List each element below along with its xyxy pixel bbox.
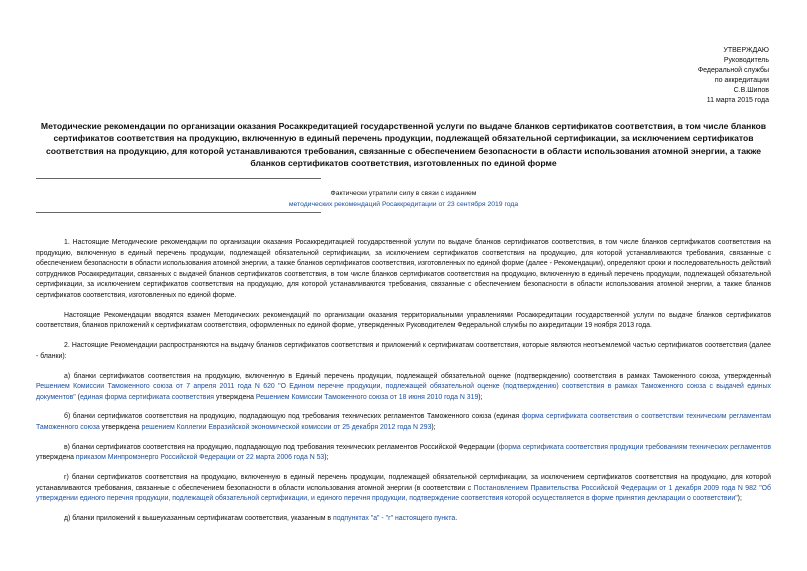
link-eec-decision-293[interactable]: решением Коллегии Евразийской экономической комиссии от 25 декабря 2012 года N 293: [141, 424, 432, 432]
approval-line: Руководитель: [723, 57, 769, 64]
paragraph-d: [36, 514, 771, 525]
text-run: б) бланки сертификатов соответствия на продукцию, подпадающую под требования технических регламентов Таможенного союза (единая: [64, 413, 522, 421]
link-commission-decision-620[interactable]: Решением Комиссии Таможенного союза от 7 апреля 2011 года N 620 "О Едином перечне продукции, подлежащей обязательной оценке (подтверждению) соответствия в рамках Таможенного союза с выдачей единых документов": [36, 383, 771, 401]
link-unified-form[interactable]: единая форма сертификата соответствия: [79, 393, 215, 401]
text-run: (: [75, 393, 80, 401]
document-body: [36, 238, 771, 534]
link-certificate-form-rf[interactable]: форма сертификата соответствия продукции требованиям технических регламентов: [498, 443, 771, 451]
approval-line: по аккредитации: [714, 77, 769, 84]
approval-line: С.В.Шипов: [733, 87, 769, 94]
approval-line: УТВЕРЖДАЮ: [723, 47, 769, 54]
text-run: .: [455, 515, 458, 523]
text-run: утверждена: [36, 454, 76, 462]
paragraph-a: [36, 372, 771, 404]
link-order-53[interactable]: приказом Минпромэнерго Российской Федерации от 22 марта 2006 года N 53: [75, 454, 325, 462]
status-notice: [36, 188, 771, 210]
text-run: д) бланки приложений к вышеуказанным сертификатам соответствия, указанным в: [64, 515, 333, 523]
link-commission-decision-319[interactable]: Решением Комиссии Таможенного союза от 18 июня 2010 года N 319: [255, 393, 479, 401]
text-run: г) бланки сертификатов соответствия на продукцию, включенную в единый перечень продукции, подлежащей обязательной сертификации, за исключением сертификатов соответствия на продукцию, для которой устанавливаются требования, связанные с обеспечением безопасности в области использования атомной энергии (в соответствии с: [36, 474, 771, 492]
approval-line: 11 марта 2015 года: [706, 97, 769, 104]
text-run: в) бланки сертификатов соответствия на продукцию, подпадающую под требования технических регламентов Российской Федерации (: [64, 443, 499, 451]
divider-top: [36, 178, 321, 179]
approval-block: [569, 46, 769, 106]
paragraph-2: Настоящие Рекомендации вводятся взамен Методических рекомендаций по организации оказания территориальными управлениями Росаккредитации государственной услуги по выдаче бланков сертификатов соответствия, бланков приложений к сертификатам соответствия, оформленных по единой форме, утвержденных Руководителем Федеральной службы по аккредитации 19 ноября 2013 года.: [36, 311, 771, 330]
notice-text: Фактически утратили силу в связи с изданием: [330, 190, 477, 197]
paragraph-1: 1. Настоящие Методические рекомендации по организации оказания Росаккредитацией государственной услуги по выдаче бланков сертификатов соответствия, в том числе бланков сертификатов соответствия на продукцию, включенную в единый перечень продукции, подлежащей обязательной сертификации, за исключением сертификатов соответствия на продукцию, для которой устанавливаются требования, связанные с обеспечением безопасности в области использования атомной энергии, а также бланков сертификатов соответствия, изготовленных по единой форме (далее - Рекомендации), определяют сроки и последовательность действий сотрудников Росаккредитации, связанных с выдачей бланков сертификатов соответствия, в том числе бланков сертификатов соответствия на продукцию, включенную в единый перечень продукции, подлежащей обязательной сертификации, за исключением сертификатов соответствия на продукцию, для которой устанавливаются требования, связанные с обеспечением безопасности в области использования атомной энергии, а также бланков сертификатов соответствия, изготовленных по единой форме.: [36, 239, 771, 299]
paragraph-v: [36, 443, 771, 464]
text-run: );: [478, 393, 483, 401]
paragraph-3: 2. Настоящие Рекомендации распространяются на выдачу бланков сертификатов соответствия и приложений к сертификатам соответствия, которые являются неотъемлемой частью сертификатов соответствия (далее - бланки):: [36, 342, 771, 360]
text-run: утверждена: [99, 424, 142, 432]
link-resolution-982[interactable]: Постановлением Правительства Российской Федерации от 1 декабря 2009 года N 982 "Об утверждении единого перечня продукции, подлежащей обязательной сертификации, и единого перечня продукции, подтверждение соответствия которой осуществляется в форме принятия декларации о соответствии": [36, 484, 771, 503]
notice-link[interactable]: методических рекомендаций Росаккредитации от 23 сентября 2019 года: [288, 201, 519, 208]
text-run: );: [324, 454, 329, 462]
divider-bottom: [36, 212, 321, 213]
text-run: );: [431, 424, 436, 432]
link-subclauses[interactable]: подпунктах "а" - "г" настоящего пункта: [333, 515, 456, 523]
text-run: утверждена: [214, 393, 256, 401]
text-run: );: [737, 495, 742, 503]
text-run: а) бланки сертификатов соответствия на продукцию, включенную в Единый перечень продукции, подлежащей обязательной оценке (подтверждению) соответствия в рамках Таможенного союза, утвержденный: [64, 372, 771, 380]
approval-line: Федеральной службы: [697, 67, 769, 74]
paragraph-b: [36, 412, 771, 433]
paragraph-g: [36, 473, 771, 505]
document-title: Методические рекомендации по организации оказания Росаккредитацией государственной услуги по выдаче бланков сертификатов соответствия, в том числе бланков сертификатов соответствия на продукцию, включенную в единый перечень продукции, подлежащей обязательной сертификации, за исключением сертификатов соответствия на продукцию, для которой устанавливаются требования, связанные с обеспечением безопасности в области использования атомной энергии, а также бланков сертификатов соответствия, изготовленных по единой форме: [40, 121, 767, 169]
link-certificate-form-cu[interactable]: форма сертификата соответствия о соответствии техническим регламентам Таможенного союза: [36, 413, 772, 432]
